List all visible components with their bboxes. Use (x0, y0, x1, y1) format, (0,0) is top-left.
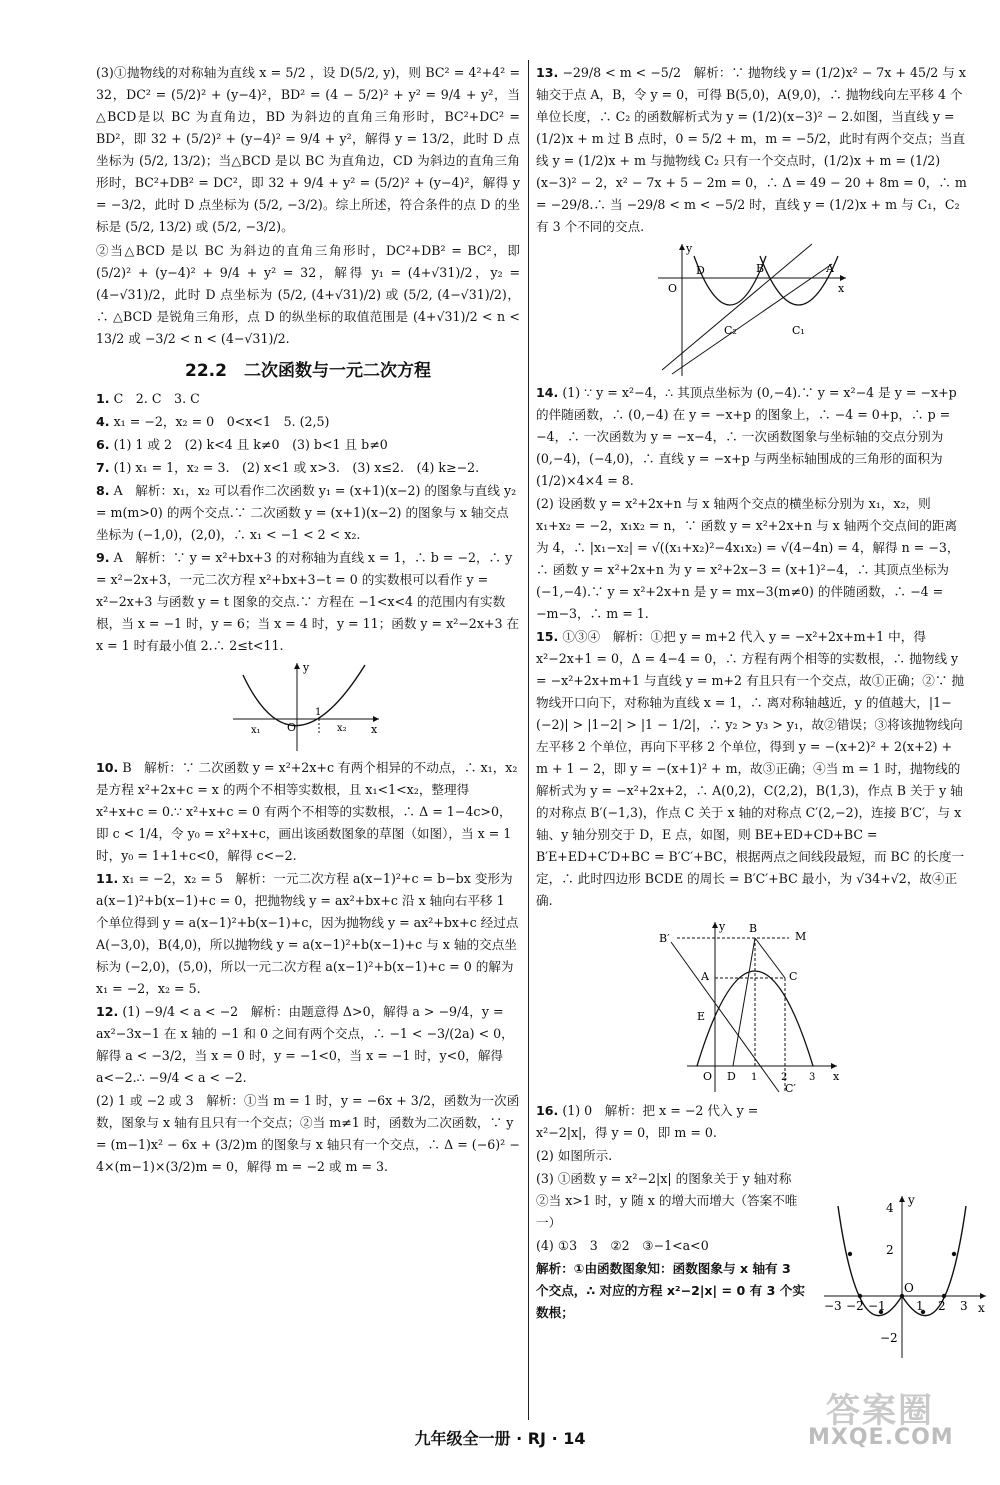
fig10-label: x₁ (251, 725, 261, 736)
fig16-ytick: −2 (880, 1331, 898, 1345)
answer-item: (4) ①3 3 ②2 ③−1<a<0 (536, 1238, 709, 1253)
fig15-label: 2 (781, 1072, 788, 1083)
fig16-label: y (908, 1193, 915, 1207)
answer-item: 解析：①由函数图象知：函数图象与 x 轴有 3 个交点，∴ 对应的方程 x²−2|x| = 0 有 3 个实数根； (536, 1261, 805, 1320)
fig15-label: O (703, 1070, 713, 1083)
fig10-label: y (303, 661, 310, 674)
fig15-label: 1 (751, 1072, 758, 1083)
column-divider (528, 60, 529, 1420)
fig16-xtick: −2 (846, 1299, 864, 1313)
fig16-label: x (978, 1301, 985, 1315)
figure-15-graph (657, 916, 847, 1096)
fig13-label: y (686, 242, 693, 255)
fig16-label: O (904, 1281, 914, 1295)
fig15-label: A (701, 970, 709, 983)
fig10-label: O (287, 721, 297, 734)
figure-16-graph (820, 1192, 990, 1362)
left-column (96, 62, 520, 1179)
fig13-label: A (826, 262, 834, 275)
answer-item: 7. (1) x₁ = 1，x₂ = 3. (2) x<1 或 x>3. (3) x≤2. (4) k≥−2. (96, 460, 480, 475)
fig16-xtick: 2 (938, 1299, 946, 1313)
fig13-label: D (696, 264, 705, 277)
fig15-label: D (727, 1070, 736, 1083)
fig15-label: B′ (659, 932, 670, 945)
fig10-label: x (371, 723, 378, 736)
figure-10-parabola (233, 661, 383, 753)
answer-item: 11. x₁ = −2，x₂ = 5 解析：一元二次方程 a(x−1)²+c = b−bx 变形为 a(x−1)²+b(x−1)+c = 0，把抛物线 y = ax²+bx+c 沿 x 轴向右平移 1 个单位得到 y = a(x−1)²+b(x−1)+c，因为抛物线 y = ax²+bx+c 经过点 A(−3,0)，B(4,0)，所以抛物线 y = a(x−1)²+b(x−1)+c 与 x 轴的交点坐标为 (−2,0)，(5,0)，所以一元二次方程 a(x−1)²+b(x−1)+c = 0 的解为 x₁ = −2，x₂ = 5. (96, 871, 519, 996)
answer-item: 12. (1) −9/4 < a < −2 解析：由题意得 Δ>0，解得 a > −9/4，y = ax²−3x−1 在 x 轴的 −1 和 0 之间有两个交点，∴ −1 < −3/(2a) < 0，解得 a < −3/2，当 x = 0 时，y = −1<0，当 x = −1 时，y<0，解得 a<−2.∴ −9/4 < a < −2. (96, 1004, 514, 1085)
fig13-label: C₁ (792, 324, 805, 337)
fig16-xtick: 3 (960, 1299, 968, 1313)
fig15-label: C′ (785, 1082, 796, 1095)
intro-paragraph-2: ②当△BCD 是以 BC 为斜边的直角三角形时，DC²+DB² = BC²，即 (5/2)² + (y−4)² + 9/4 + y² = 32，解得 y₁ = (4+√31)/2，y₂ = (4−√31)/2，此时 D 点坐标为 (5/2, (4+√31)/2) 或 (5/2, (4−√31)/2)，∴ △BCD 是锐角三角形，点 D 的纵坐标的取值范围是 (4+√31)/2 < n < 13/2 或 −3/2 < n < (4−√31)/2. (96, 243, 520, 346)
fig13-label: C₂ (724, 324, 737, 337)
answer-item: 1. C 2. C 3. C (96, 391, 200, 406)
fig16-xtick: −3 (824, 1299, 842, 1313)
answer-item: 8. A 解析：x₁，x₂ 可以看作二次函数 y₁ = (x+1)(x−2) 的图象与直线 y₂ = m(m>0) 的两个交点.∵ 二次函数 y = (x+1)(x−2) 的图象与 x 轴交点坐标为 (−1,0)，(2,0)，∴ x₁ < −1 < 2 < x₂. (96, 483, 517, 542)
answer-item-13: 13. −29/8 < m < −5/2 解析：∵ 抛物线 y = (1/2)x² − 7x + 45/2 与 x 轴交于点 A，B，令 y = 0，可得 B(5,0)，A(9,0)，∴ 抛物线向左平移 4 个单位长度，∴ C₂ 的函数解析式为 y = (1/2)(x−3)² − 2.如图，当直线 y = (1/2)x + m 过 B 点时，0 = 5/2 + m，m = −5/2，此时有两个交点；当直线 y = (1/2)x + m 与抛物线 C₂ 只有一个交点时，(1/2)x + m = (1/2)(x−3)² − 2，x² − 7x + 5 − 2m = 0，∴ Δ = 49 − 20 + 8m = 0，∴ m = −29/8.∴ 当 −29/8 < m < −5/2 时，直线 y = (1/2)x + m 与 C₁，C₂ 有 3 个不同的交点. (536, 65, 967, 234)
fig13-label: x (838, 282, 845, 295)
fig16-xtick: 1 (916, 1299, 924, 1313)
fig15-label: B (749, 922, 758, 935)
answer-item: (2) 设函数 y = x²+2x+n 与 x 轴两个交点的横坐标分别为 x₁，x₂，则 x₁+x₂ = −2，x₁x₂ = n，∵ 函数 y = x²+2x+n 与 x 轴两个交点间的距离为 4，∴ |x₁−x₂| = √((x₁+x₂)²−4x₁x₂) = √(4−4n) = 4，解得 n = −3，∴ 函数 y = x²+2x+n 为 y = x²+2x−3 = (x+1)²−4，∴ 其顶点坐标为 (−1,−4).∵ y = x²+2x+n 是 y = mx−3(m≠0) 的伴随函数，∴ −4 = −m−3，∴ m = 1. (536, 496, 960, 621)
answer-item: (3) ①函数 y = x²−2|x| 的图象关于 y 轴对称 ②当 x>1 时，y 随 x 的增大而增大（答案不唯一） (536, 1171, 805, 1230)
watermark-main: 答案圈 (826, 1391, 934, 1431)
fig16-ytick: 2 (886, 1243, 894, 1257)
answer-item: 4. x₁ = −2，x₂ = 0 0<x<1 5. (2,5) (96, 414, 330, 429)
fig15-label: y (719, 920, 726, 933)
fig16-xtick: −1 (868, 1299, 886, 1313)
answer-item: 9. A 解析：∵ y = x²+bx+3 的对称轴为直线 x = 1，∴ b = −2，∴ y = x²−2x+3，一元二次方程 x²+bx+3−t = 0 的实数根可以看作 y = x²−2x+3 与函数 y = t 图象的交点.∵ 方程在 −1<x<4 的范围内有实数根，当 x = −1 时，y = 6；当 x = 4 时，y = 11；函数 y = x²−2x+3 在 x = 1 时有最小值 2.∴ 2≤t<11. (96, 550, 520, 653)
section-title: 22.2 二次函数与一元二次方程 (185, 361, 431, 381)
fig10-label: x₂ (337, 723, 347, 734)
fig15-label: 3 (809, 1072, 816, 1083)
answer-item-16-block (536, 1100, 806, 1324)
fig15-label: C (789, 970, 798, 983)
fig13-label: O (668, 282, 678, 295)
answer-item-15: 15. ①③④ 解析：①把 y = m+2 代入 y = −x²+2x+m+1 中，得 x²−2x+1 = 0，Δ = 4−4 = 0，∴ 方程有两个相等的实数根，∴ 抛物线 y = −x²+2x+m+1 与直线 y = m+2 有且只有一个交点，故①正确；②∵ 抛物线开口向下，对称轴为直线 x = 1，∴ 离对称轴越近，y 的值越大，|1−(−2)| > |1−2| > |1 − 1/2|，∴ y₂ > y₃ > y₁，故②错误；③将该抛物线向左平移 2 个单位，再向下平移 2 个单位，得到 y = −(x+2)² + 2(x+2) + m + 1 − 2，即 y = −(x+1)² + m，故③正确；④当 m = 1 时，抛物线的解析式为 y = −x²+2x+2，∴ A(0,2)，C(2,2)，B(1,3)，作点 B 关于 y 轴的对称点 B′(−1,3)，作点 C 关于 x 轴的对称点 C′(2,−2)，连接 B′C′，与 x 轴、y 轴分别交于 D，E 点，如图，则 BE+ED+CD+BC = B′E+ED+C′D+BC = B′C′+BC，根据两点之间线段最短，而 BC 的长度一定，∴ 此时四边形 BCDE 的周长 = B′C′+BC 最小，为 √34+√2，故④正确. (536, 629, 965, 908)
fig15-label: x (833, 1070, 840, 1083)
answer-item-14: 14. (1) ∵ y = x²−4，∴ 其顶点坐标为 (0,−4).∵ y = x²−4 是 y = −x+p 的伴随函数，∴ (0,−4) 在 y = −x+p 的图象上，∴ −4 = 0+p，∴ p = −4，∴ 一次函数为 y = −x−4，∴ 一次函数图象与坐标轴的交点分别为 (0,−4)，(−4,0)，∴ 直线 y = −x+p 与两坐标轴围成的三角形的面积为 (1/2)×4×4 = 8. (536, 385, 957, 488)
answer-item: (2) 1 或 −2 或 3 解析：①当 m = 1 时，y = −6x + 3/2，函数为一次函数，图象与 x 轴有且只有一个交点；②当 m≠1 时，函数为二次函数，∵ y = (m−1)x² − 6x + (3/2)m 的图象与 x 轴只有一个交点，∴ Δ = (−6)² − 4×(m−1)×(3/2)m = 0，解得 m = −2 或 m = 3. (96, 1093, 520, 1174)
answer-item-10: y x x₁ O 1 x₂ 10. B 解析：∵ 二次函数 y = x²+2x+c 有两个相异的不动点，∴ x₁，x₂ 是方程 x²+2x+c = x 的两个不相等实数根，且 x₁<1<x₂，整理得 x²+x+c = 0.∵ x²+x+c = 0 有两个不相等的实数根，∴ Δ = 1−4c>0，即 c < 1/4，令 y₀ = x²+x+c，画出该函数图象的草图（如图），当 x = 1 时，y₀ = 1+1+c<0，解得 c<−2. (96, 661, 518, 863)
fig15-label: M (795, 930, 807, 943)
figure-13-graph (652, 242, 852, 378)
fig16-ytick: 4 (886, 1201, 894, 1215)
fig10-label: 1 (315, 707, 322, 718)
right-column (536, 62, 968, 1325)
fig15-label: E (697, 1010, 706, 1023)
watermark-logo (808, 1383, 978, 1455)
watermark-sub: MXQE.COM (808, 1425, 954, 1450)
intro-paragraph-1: (3)①抛物线的对称轴为直线 x = 5/2 ，设 D(5/2, y)，则 BC² = 4²+4² = 32，DC² = (5/2)² + (y−4)²，BD² = (4 − 5/2)² + y² = 9/4 + y²，当△BCD是以 BC 为直角边，BD 为斜边的直角三角形时，BC²+DC² = BD²，即 32 + (5/2)² + (y−4)² = 9/4 + y²，解得 y = 13/2，此时 D 点坐标为 (5/2, 13/2)；当△BCD 是以 BC 为直角边，CD 为斜边的直角三角形时，BC²+DB² = DC²，即 32 + 9/4 + y² = (5/2)² + (y−4)²，解得 y = −3/2，此时 D 点坐标为 (5/2, −3/2)。综上所述，符合条件的点 D 的坐标是 (5/2, 13/2) 或 (5/2, −3/2)。 (96, 65, 520, 234)
fig13-label: B (756, 262, 765, 275)
page-footer: 九年级全一册 · RJ · 14 (414, 1429, 586, 1448)
answer-item-16: 16. (1) 0 解析：把 x = −2 代入 y = x²−2|x|，得 y = 0，即 m = 0. (536, 1103, 759, 1140)
answer-item: (2) 如图所示. (536, 1148, 613, 1163)
answer-item: 6. (1) 1 或 2 (2) k<4 且 k≠0 (3) b<1 且 b≠0 (96, 437, 388, 452)
